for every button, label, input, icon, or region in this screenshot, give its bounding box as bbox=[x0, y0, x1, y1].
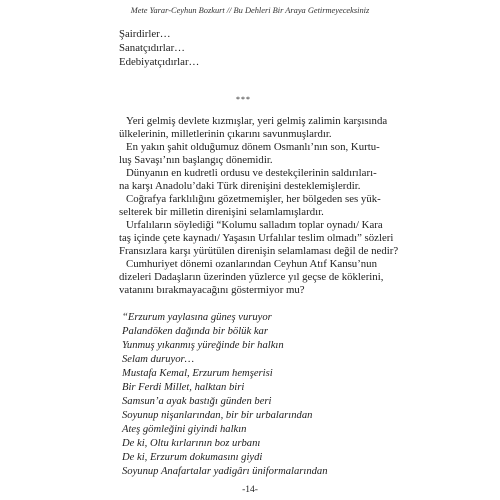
running-head: Mete Yarar-Ceyhun Bozkurt // Bu Dehleri Bir Araya Getirmeyeceksiniz bbox=[130, 6, 370, 15]
prose-line: luş Savaşı’nın başlangıç dönemidir. bbox=[119, 154, 273, 166]
verse-line: Samsun’a ayak bastığı günden beri bbox=[122, 396, 272, 407]
prose-line: Yeri gelmiş devlete kızmışlar, yeri gelmiş zalimin karşısında bbox=[126, 115, 388, 127]
verse-line: Ateş gömleğini giyindi halkın bbox=[122, 424, 247, 435]
verse-line: Bir Ferdi Millet, halktan biri bbox=[122, 382, 245, 393]
prose-line: Cumhuriyet dönemi ozanlarından Ceyhun Atıf Kansu’nun bbox=[126, 258, 377, 270]
opening-line: Şairdirler… bbox=[119, 28, 171, 40]
prose-line: dizeleri Dadaşların üzerinden yüzlerce yıl geçse de köklerini, bbox=[119, 271, 384, 283]
prose-line: taş içinde çete kaynadı/ Yaşasın Urfalılar teslim olmadı” sözleri bbox=[119, 232, 394, 244]
verse-line: Selam duruyor… bbox=[122, 354, 195, 365]
prose-line: Dünyanın en kudretli ordusu ve destekçilerinin saldırıları- bbox=[126, 167, 377, 179]
prose-line: vatanını bırakmayacağını göstermiyor mu? bbox=[119, 284, 305, 296]
verse-line: “Erzurum yaylasına güneş vuruyor bbox=[122, 312, 272, 323]
prose-line: na karşı Anadolu’daki Türk direnişini desteklemişlerdir. bbox=[119, 180, 361, 192]
verse-line: Mustafa Kemal, Erzurum hemşerisi bbox=[122, 368, 273, 379]
verse-line: Palandöken dağında bir bölük kar bbox=[122, 326, 268, 337]
verse-line: Soyunup Anafartalar yadigârı üniformalarından bbox=[122, 466, 328, 477]
verse-line: Soyunup nişanlarından, bir bir urbalarından bbox=[122, 410, 313, 421]
verse-line: De ki, Oltu kırlarının boz urbanı bbox=[122, 438, 261, 449]
prose-line: En yakın şahit olduğumuz dönem Osmanlı’nın son, Kurtu- bbox=[126, 141, 380, 153]
prose-line: Urfalıların söylediği “Kolumu salladım toplar oynadı/ Kara bbox=[126, 219, 383, 231]
page-number: -14- bbox=[242, 485, 258, 495]
prose-line: Coğrafya farklılığını gözetmemişler, her bölgeden ses yük- bbox=[126, 193, 381, 205]
verse-line: De ki, Erzurum dokumasını giydi bbox=[122, 452, 263, 463]
verse-line: Yunmuş yıkanmış yüreğinde bir halkın bbox=[122, 340, 284, 351]
prose-line: Fransızlara karşı yürütülen direnişin selamlaması değil de nedir? bbox=[119, 245, 399, 257]
opening-line: Sanatçıdırlar… bbox=[119, 42, 185, 54]
prose-line: selterek bir milletin direnişini selamlamışlardır. bbox=[119, 206, 324, 218]
opening-line: Edebiyatçıdırlar… bbox=[119, 56, 200, 68]
prose-line: ülkelerinin, milletlerinin çıkarını savunmuşlardır. bbox=[119, 128, 332, 140]
section-separator: *** bbox=[236, 95, 251, 104]
